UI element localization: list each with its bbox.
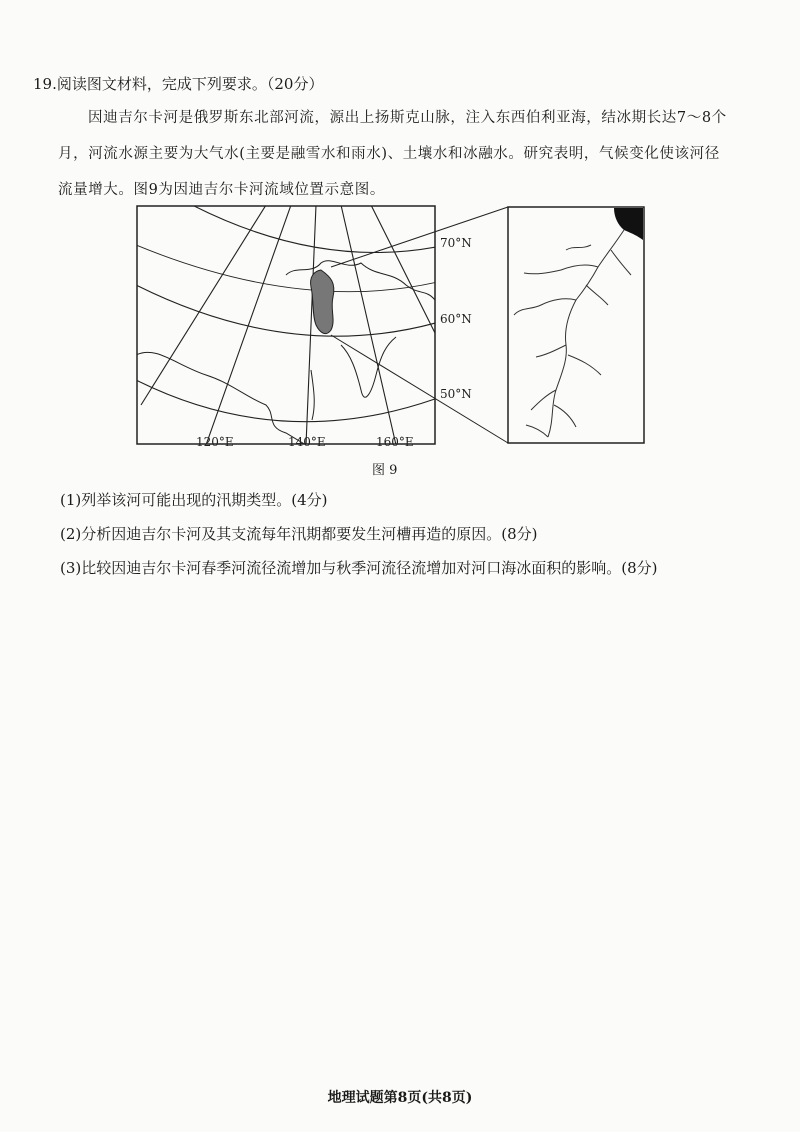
coastline-arctic [286, 261, 435, 300]
lat-label-70n: 70°N [440, 236, 472, 250]
inset-sea [614, 208, 643, 240]
inset-connector-top [331, 207, 508, 267]
inset-connector-bottom [331, 335, 508, 443]
river-network [514, 230, 631, 437]
subquestion-3: (3)比较因迪吉尔卡河春季河流径流增加与秋季河流径流增加对河口海冰面积的影响。(8分) [60, 559, 658, 577]
figure-caption: 图 9 [372, 463, 398, 478]
lat-label-60n: 60°N [440, 312, 472, 326]
page-footer: 地理试题第8页(共8页) [327, 1090, 473, 1106]
lon-label-160e: 160°E [376, 435, 414, 449]
coastline-sakhalin [311, 370, 314, 420]
lat-label-50n: 50°N [440, 387, 472, 401]
parallel-70n [156, 205, 446, 253]
map-svg [136, 205, 656, 455]
lon-label-120e: 120°E [196, 435, 234, 449]
figure-9-map [136, 205, 656, 455]
meridian-5 [371, 205, 436, 335]
meridian-120e [206, 205, 291, 445]
meridian-160e [341, 205, 396, 445]
subquestion-1: (1)列举该河可能出现的汛期类型。(4分) [60, 491, 328, 509]
meridian-140e [306, 205, 316, 445]
coastline-asia [136, 352, 306, 445]
map-frame [137, 206, 435, 444]
question-heading: 19.阅读图文材料，完成下列要求。（20分） [33, 75, 324, 93]
meridian-1 [141, 205, 266, 405]
parallel-50n [136, 380, 446, 422]
indigirka-basin [311, 270, 334, 334]
parallel-60n [136, 285, 446, 336]
question-material: 因迪吉尔卡河是俄罗斯东北部河流，源出上扬斯克山脉，注入东西伯利亚海，结冰期长达7～8个月，河流水源主要为大气水(主要是融雪水和雨水)、土壤水和冰融水。研究表明，气候变化使该河径流量增大。图9为因迪吉尔卡河流域位置示意图。 [58, 110, 727, 198]
inset-frame [508, 207, 644, 443]
lon-label-140e: 140°E [288, 435, 326, 449]
subquestion-2: (2)分析因迪吉尔卡河及其支流每年汛期都要发生河槽再造的原因。(8分) [60, 525, 538, 543]
